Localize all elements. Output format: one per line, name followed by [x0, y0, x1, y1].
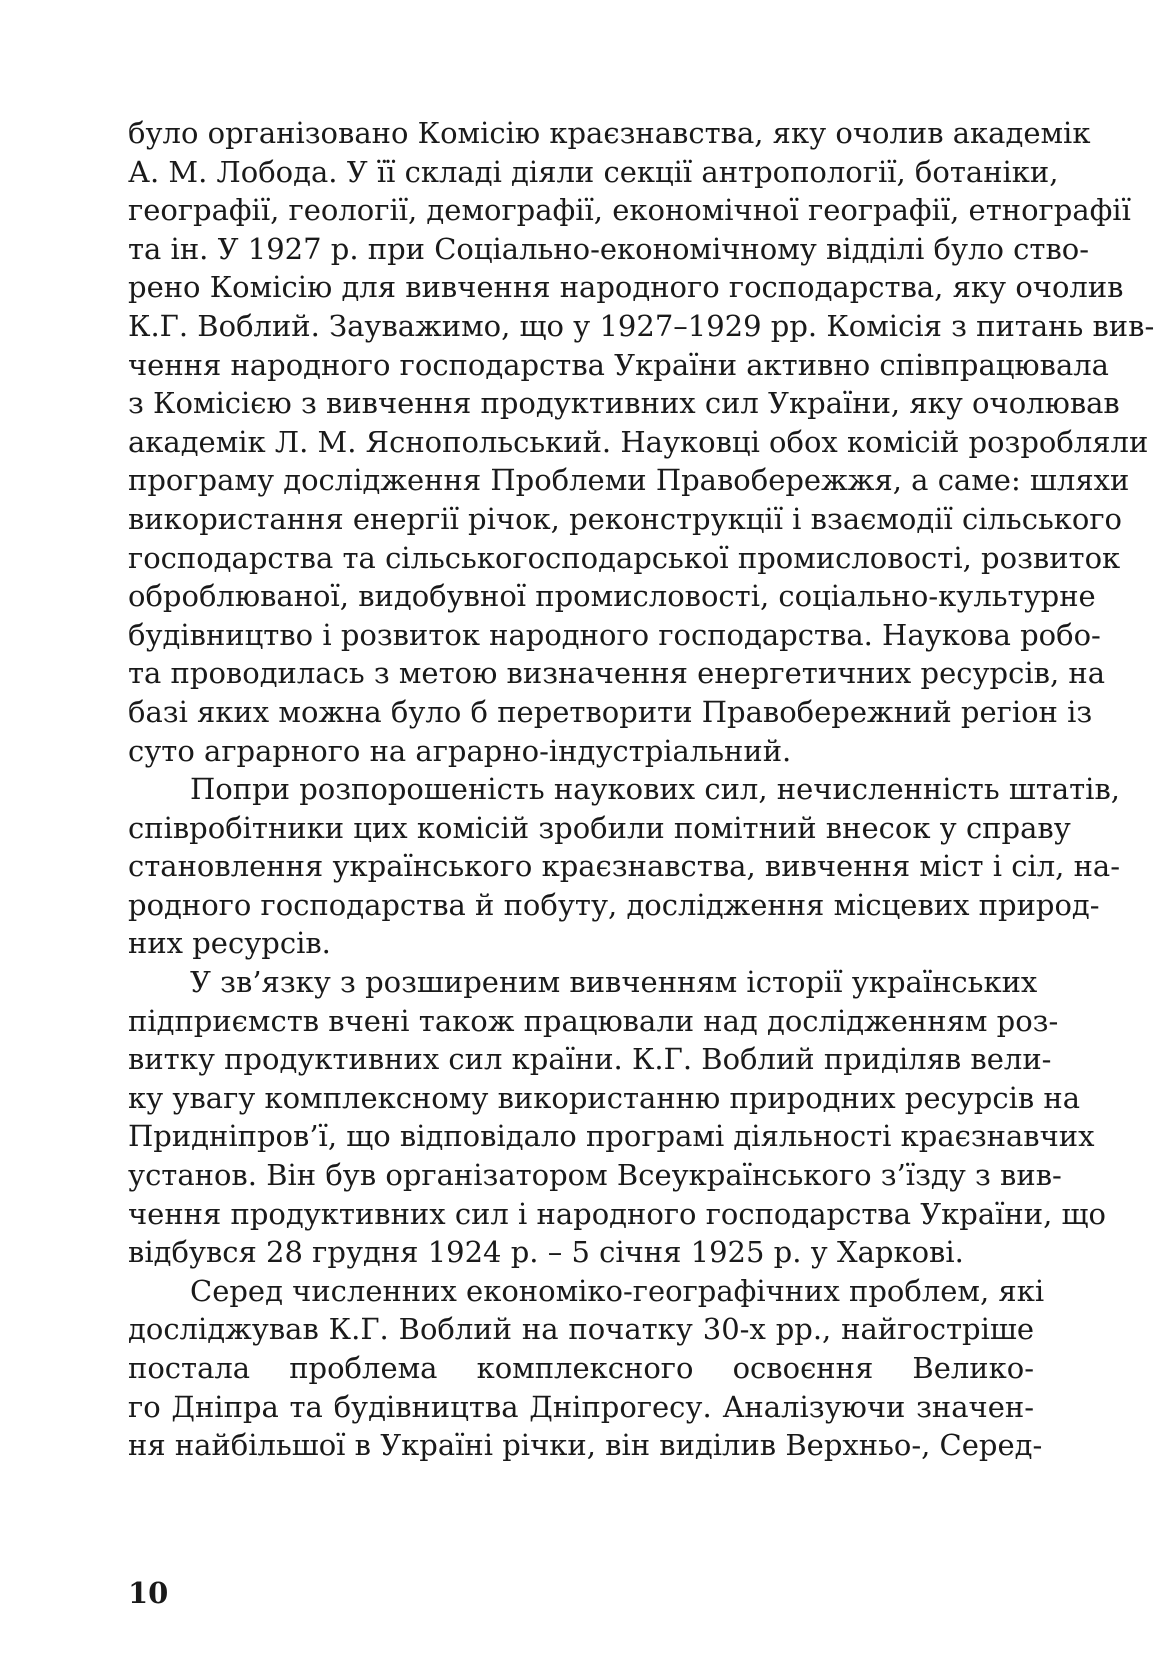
paragraph-4 — [128, 1272, 1045, 1465]
text-line: установ. Він був організатором Всеукраїнського з’їзду з вив- — [128, 1158, 1062, 1193]
text-line: з Комісією з вивчення продуктивних сил України, яку очолював — [128, 386, 1120, 421]
text-line: академік Л. М. Яснопольський. Науковці обох комісій розробляли — [128, 424, 1149, 459]
text-line: господарства та сільськогосподарської промисловості, розвиток — [128, 540, 1121, 575]
text-line: суто аграрного на аграрно-індустріальний. — [128, 733, 792, 768]
paragraph-3 — [128, 963, 1106, 1272]
text-line: відбувся 28 грудня 1924 р. – 5 січня 1925 р. у Харкові. — [128, 1235, 964, 1270]
page-number: 10 — [128, 1576, 169, 1610]
text-line: чення народного господарства України активно співпрацювала — [128, 347, 1109, 382]
text-line: Серед численних економіко-географічних проблем, які — [190, 1273, 1045, 1308]
text-line: та проводилась з метою визначення енергетичних ресурсів, на — [128, 656, 1105, 691]
body-text — [128, 114, 1155, 1465]
text-line: було організовано Комісію краєзнавства, яку очолив академік — [128, 116, 1091, 150]
text-line: Попри розпорошеність наукових сил, нечисленність штатів, — [190, 772, 1120, 807]
text-line: базі яких можна було б перетворити Правобережний регіон із — [128, 694, 1093, 729]
text-line: використання енергії річок, реконструкції і взаємодії сільського — [128, 501, 1122, 536]
text-line: Придніпров’ї, що відповідало програмі діяльності краєзнавчих — [128, 1119, 1095, 1154]
text-line: чення продуктивних сил і народного господарства України, що — [128, 1196, 1106, 1231]
text-line: та ін. У 1927 р. при Соціально-економічному відділі було ство- — [128, 231, 1090, 266]
text-line: ку увагу комплексному використанню природних ресурсів на — [128, 1080, 1081, 1115]
text-line: ня найбільшої в Україні річки, він виділив Верхньо-, Серед- — [128, 1428, 1043, 1463]
text-line: К.Г. Воблий. Зауважимо, що у 1927–1929 рр. Комісія з питань вив- — [128, 308, 1155, 343]
text-line: оброблюваної, видобувної промисловості, соціально-культурне — [128, 579, 1096, 614]
text-line: постала проблема комплексного освоєння Велико- — [128, 1351, 1034, 1385]
text-line: А. М. Лобода. У її складі діяли секції антропології, ботаніки, — [128, 154, 1059, 189]
text-line: рено Комісію для вивчення народного господарства, яку очолив — [128, 270, 1124, 305]
text-line: підприємств вчені також працювали над дослідженням роз- — [128, 1003, 1059, 1038]
paragraph-2 — [128, 770, 1121, 963]
paragraph-1 — [128, 114, 1155, 770]
text-line: географії, геології, демографії, економічної географії, етнографії — [128, 193, 1131, 228]
text-line: співробітники цих комісій зробили помітний внесок у справу — [128, 810, 1071, 845]
text-line: програму дослідження Проблеми Правобережжя, а саме: шляхи — [128, 463, 1130, 498]
text-line: будівництво і розвиток народного господарства. Наукова робо- — [128, 617, 1101, 652]
text-line: становлення українського краєзнавства, вивчення міст і сіл, на- — [128, 849, 1121, 884]
text-line: досліджував К.Г. Воблий на початку 30-х рр., найгостріше — [128, 1312, 1034, 1347]
text-line: родного господарства й побуту, дослідження місцевих природ- — [128, 887, 1100, 922]
text-line: У зв’язку з розширеним вивченням історії українських — [190, 965, 1038, 1000]
text-line: них ресурсів. — [128, 926, 331, 961]
text-line: го Дніпра та будівництва Дніпрогесу. Аналізуючи значен- — [128, 1389, 1034, 1424]
text-line: витку продуктивних сил країни. К.Г. Воблий приділяв вели- — [128, 1042, 1052, 1077]
